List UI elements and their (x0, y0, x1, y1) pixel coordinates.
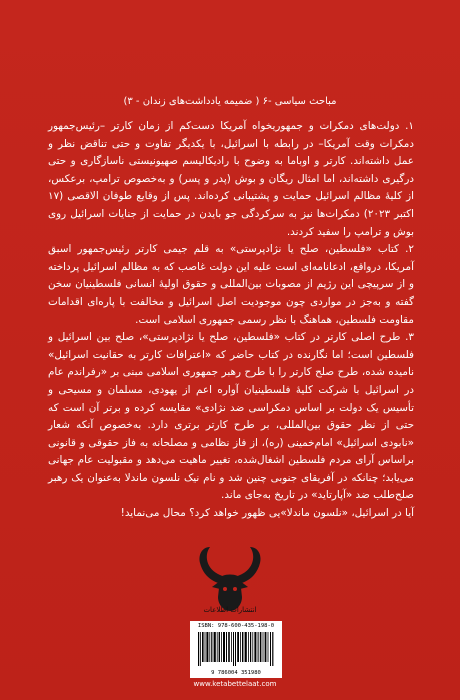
cover-body-text (48, 118, 414, 523)
paragraph-3: ۳. طرح اصلی کارتر در کتاب «فلسطین، صلح یا نژادپرستی»، صلح بین اسرائیل و فلسطین است؛ اما نگارنده در کتاب حاضر که «اعترافات کارتر به حقانیت اسرائیل» نامیده شده، طرح صلح کارتر را با طرح رهبر جمهوری اسلامی مبنی بر «رفراندم عام در اسرائیل با شرکت کلیهٔ فلسطینیان آواره اعم از یهودی، مسلمان و مسیحی و تأسیس یک دولت بر اساس دمکراسی ضد نژادی» مقایسه کرده و برتر آن است که حتی از نظر حقوق بین‌المللی، بر طرح کارتر برتری دارد. به‌خصوص آنکه شعار «نابودی اسرائیل» امام‌خمینی (ره)، از فاز نظامی و مصلحانه به فاز حقوقی و قانونی براساس آرای مردم فلسطین اشغال‌شده، تغییر ماهیت می‌دهد و مقبولیت عام جهانی می‌یابد؛ چنانکه در آفریقای جنوبی چنین شد و نام نیک نلسون ماندلا به‌عنوان یک رهبر صلح‌طلب ضد «آپارتاید» در تاریخ به‌جای ماند. (48, 331, 414, 502)
barcode-number: 9 786004 351980 (211, 670, 261, 676)
barcode (190, 621, 282, 678)
paragraph-closing: آیا در اسرائیل، «نلسون ماندلا»یی ظهور خواهد کرد؟ محال می‌نماید! (120, 507, 414, 520)
publisher-website-link[interactable]: www.ketabettelaat.com (193, 680, 277, 688)
isbn-label: ISBN: 978-600-435-198-0 (197, 623, 275, 629)
paragraph-1: ۱. دولت‌های دمکرات و جمهوریخواه آمریکا دست‌کم از زمان کارتر –رئیس‌جمهور دمکرات وقت آمریکا– در رابطه با اسرائیل، با یکدیگر تفاوت و حتی تناقض نظر و عمل داشته‌اند. کارتر و اوباما به وضوح با رادیکالیسم صهیونیستی ناسازگاری و حتی درگیری داشته‌اند، اما امثال ریگان و بوش (پدر و پسر) و به‌خصوص ترامپ، برعکس، از کلیهٔ مظالم اسرائیل حمایت و پشتیبانی کرده‌اند. پس از وقایع طوفان الاقصی (۱۷ اکتبر ۲۰۲۳) دمکرات‌ها نیز به سرکردگی جو بایدن در حمایت از جنایات اسرائیل روی بوش و ترامپ را سفید کردند. (48, 120, 415, 238)
paragraph-2: ۲. کتاب «فلسطین، صلح یا نژادپرستی» به قلم جیمی کارتر رئیس‌جمهور اسبق آمریکا، درواقع، ادعانامه‌ای است علیه این دولت غاصب که به مظالم اسرائیل پرداخته و از سرپیچی این رژیم از مصوبات بین‌المللی و حقوق اولیهٔ انسانی فلسطینیان سخن گفته و به‌جز در مواردی چون موجودیت اصل اسرائیل و مخالفت با پاره‌ای اقدامات مقاومت فلسطین، هماهنگ با نظر رسمی جمهوری اسلامی است. (48, 243, 414, 326)
series-header: مباحث سیاسی -۶ ( ضمیمه یادداشت‌های زندان - ۳) (123, 96, 337, 107)
publisher-name: انتشارات اطلاعات (203, 606, 257, 614)
barcode-bars-icon (198, 632, 274, 666)
publisher-logo-icon (190, 541, 270, 627)
